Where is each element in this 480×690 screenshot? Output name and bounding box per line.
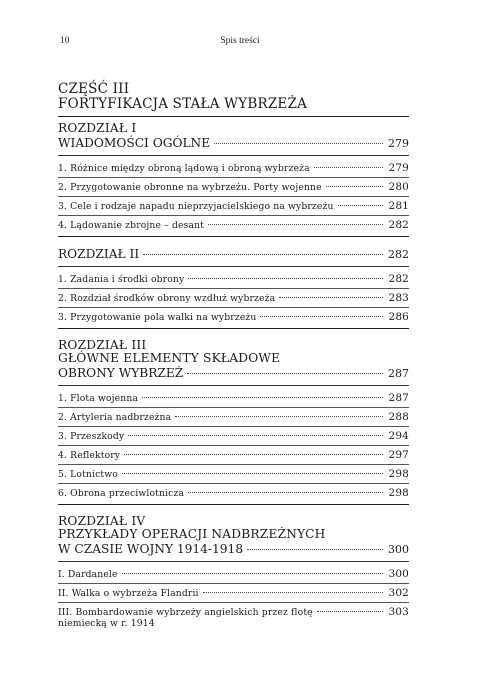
toc-entry[interactable] bbox=[58, 197, 409, 216]
page-number: 10 bbox=[60, 36, 70, 46]
entry-label-line: niemiecką w r. 1914 bbox=[58, 617, 155, 629]
page-ref: 302 bbox=[388, 586, 409, 599]
leader-dots bbox=[260, 316, 383, 317]
page-ref: 283 bbox=[388, 291, 409, 304]
chapter-heading: ROZDZIAŁ III bbox=[58, 337, 147, 352]
leader-dots bbox=[122, 573, 383, 574]
chapter-heading: GŁÓWNE ELEMENTY SKŁADOWE bbox=[58, 351, 281, 365]
page-ref: 282 bbox=[388, 272, 409, 285]
divider bbox=[58, 504, 409, 505]
leader-dots bbox=[317, 611, 383, 612]
toc-entry[interactable] bbox=[58, 216, 409, 234]
chapter-title-row[interactable] bbox=[58, 366, 409, 381]
entry-label: 3. Przeszkody bbox=[58, 430, 125, 442]
toc-entry[interactable] bbox=[58, 427, 409, 446]
chapter-list bbox=[58, 122, 409, 632]
leader-dots bbox=[279, 297, 383, 298]
page-ref: 287 bbox=[388, 366, 409, 380]
divider bbox=[58, 328, 409, 329]
page-ref: 279 bbox=[388, 161, 409, 174]
leader-dots bbox=[175, 416, 383, 417]
leader-dots bbox=[247, 549, 383, 550]
entry-label: 4. Reflektory bbox=[58, 449, 121, 461]
chapter-title: ROZDZIAŁ II bbox=[58, 246, 140, 261]
divider bbox=[58, 266, 409, 267]
leader-dots bbox=[124, 454, 383, 455]
entry-label: 5. Lotnictwo bbox=[58, 468, 118, 480]
chapter-title: W CZASIE WOJNY 1914-1918 bbox=[58, 541, 244, 556]
page-ref: 288 bbox=[388, 410, 409, 423]
page-ref: 287 bbox=[388, 391, 409, 404]
running-title: Spis treści bbox=[220, 36, 260, 46]
leader-dots bbox=[128, 435, 383, 436]
leader-dots bbox=[188, 492, 383, 493]
page-ref: 280 bbox=[388, 180, 409, 193]
toc-entry[interactable] bbox=[58, 408, 409, 427]
entry-label: 4. Lądowanie zbrojne – desant bbox=[58, 219, 204, 231]
entry-label: 2. Rozdział środków obrony wzdłuż wybrzeża bbox=[58, 292, 276, 304]
page-ref: 281 bbox=[388, 199, 409, 212]
entry-label bbox=[58, 607, 313, 629]
page-ref: 279 bbox=[388, 136, 409, 150]
chapter-section bbox=[58, 122, 409, 237]
toc-entry[interactable] bbox=[58, 584, 409, 603]
divider bbox=[58, 385, 409, 386]
table-of-contents bbox=[58, 82, 409, 642]
entry-label: 1. Flota wojenna bbox=[58, 392, 139, 404]
leader-dots bbox=[214, 143, 383, 144]
entry-label: II. Walka o wybrzeża Flandrii bbox=[58, 587, 199, 599]
toc-entry[interactable] bbox=[58, 446, 409, 465]
toc-entry[interactable] bbox=[58, 465, 409, 484]
leader-dots bbox=[326, 186, 383, 187]
toc-entry[interactable] bbox=[58, 270, 409, 289]
leader-dots bbox=[187, 373, 383, 374]
leader-dots bbox=[122, 473, 383, 474]
leader-dots bbox=[188, 278, 383, 279]
chapter-title-row[interactable] bbox=[58, 542, 409, 557]
chapter-title-row[interactable] bbox=[58, 136, 409, 151]
leader-dots bbox=[142, 397, 383, 398]
chapter-heading: ROZDZIAŁ IV bbox=[58, 513, 146, 528]
entry-label: 3. Cele i rodzaje napadu nieprzyjacielskiego na wybrzeżu bbox=[58, 200, 334, 212]
page-ref: 298 bbox=[388, 486, 409, 499]
page-ref: 286 bbox=[388, 310, 409, 323]
toc-entry[interactable] bbox=[58, 178, 409, 197]
chapter-section bbox=[58, 515, 409, 632]
leader-dots bbox=[314, 167, 383, 168]
divider bbox=[58, 116, 409, 117]
leader-dots bbox=[208, 224, 383, 225]
page-ref: 303 bbox=[388, 605, 409, 618]
page-header bbox=[60, 36, 420, 52]
chapter-section bbox=[58, 339, 409, 505]
chapter-title: WIADOMOŚCI OGÓLNE bbox=[58, 135, 211, 150]
chapter-title-row[interactable] bbox=[58, 247, 409, 262]
leader-dots bbox=[338, 205, 383, 206]
page-ref: 282 bbox=[388, 218, 409, 231]
toc-entry[interactable] bbox=[58, 159, 409, 178]
leader-dots bbox=[143, 254, 383, 255]
divider bbox=[58, 561, 409, 562]
page-ref: 282 bbox=[388, 247, 409, 261]
page-ref: 294 bbox=[388, 429, 409, 442]
divider bbox=[58, 236, 409, 237]
entry-label: 3. Przygotowanie pola walki na wybrzeżu bbox=[58, 311, 257, 323]
toc-entry[interactable] bbox=[58, 308, 409, 326]
entry-label: 1. Różnice między obroną lądową i obroną wybrzeża bbox=[58, 162, 310, 174]
toc-entry[interactable] bbox=[58, 484, 409, 502]
page-ref: 298 bbox=[388, 467, 409, 480]
part-number: CZĘŚĆ III bbox=[58, 81, 130, 97]
toc-entry[interactable] bbox=[58, 565, 409, 584]
entry-label: 1. Zadania i środki obrony bbox=[58, 273, 185, 285]
divider bbox=[58, 155, 409, 156]
entry-label: 2. Przygotowanie obronne na wybrzeżu. Porty wojenne bbox=[58, 181, 322, 193]
entry-label-line: III. Bombardowanie wybrzeży angielskich przez flotę bbox=[58, 606, 313, 618]
chapter-heading: ROZDZIAŁ I bbox=[58, 121, 137, 135]
toc-entry[interactable] bbox=[58, 603, 409, 632]
leader-dots bbox=[203, 592, 383, 593]
chapter-title: OBRONY WYBRZEŻ bbox=[58, 365, 184, 380]
toc-entry[interactable] bbox=[58, 289, 409, 308]
part-heading bbox=[58, 82, 409, 112]
entry-label: 2. Artyleria nadbrzeżna bbox=[58, 411, 172, 423]
page-ref: 300 bbox=[388, 567, 409, 580]
chapter-heading: PRZYKŁADY OPERACJI NADBRZEŻNYCH bbox=[58, 527, 326, 541]
page-ref: 297 bbox=[388, 448, 409, 461]
entry-label: 6. Obrona przeciwlotnicza bbox=[58, 487, 185, 499]
entry-label: I. Dardanele bbox=[58, 568, 118, 580]
toc-entry[interactable] bbox=[58, 389, 409, 408]
chapter-section bbox=[58, 247, 409, 329]
page-ref: 300 bbox=[388, 542, 409, 556]
part-title: FORTYFIKACJA STAŁA WYBRZEŻA bbox=[58, 96, 308, 112]
